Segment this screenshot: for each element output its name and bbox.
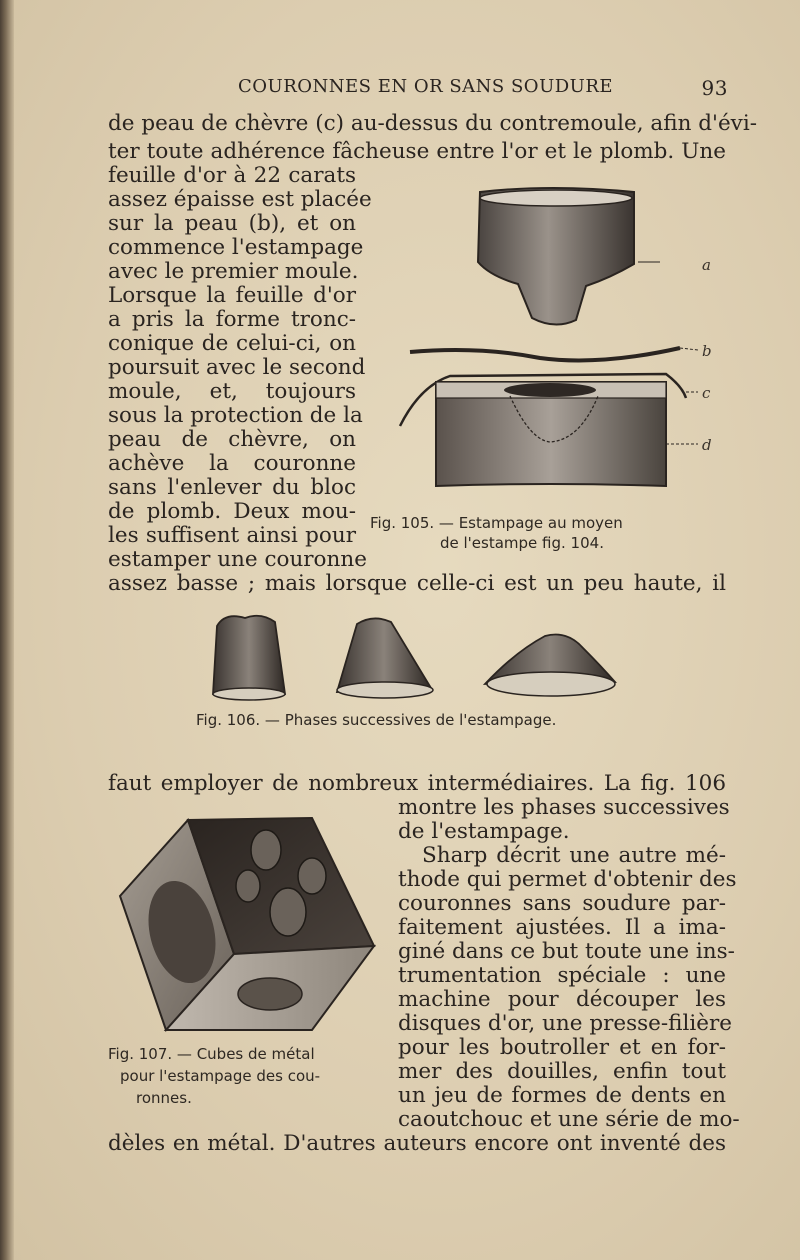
text-line-left-11: sous la protection de la bbox=[108, 403, 363, 428]
text-line-left-6: Lorsque la feuille d'or bbox=[108, 283, 356, 308]
text-line-left-10: moule, et, toujours bbox=[108, 379, 356, 404]
fig107-caption-line-1: Fig. 107. — Cubes de métal bbox=[108, 1045, 315, 1063]
text-line-left-5: avec le premier moule. bbox=[108, 259, 359, 284]
text-line-left-14: sans l'enlever du bloc bbox=[108, 475, 356, 500]
text-line-right-9: machine pour découper les bbox=[398, 987, 726, 1012]
text-line-last: dèles en métal. D'autres auteurs encore ont inventé des bbox=[108, 1131, 726, 1156]
text-line-left-9: poursuit avec le second bbox=[108, 355, 366, 380]
text-line-top-2: ter toute adhérence fâcheuse entre l'or et le plomb. Une bbox=[108, 139, 726, 164]
fig107-caption-line-3: ronnes. bbox=[136, 1089, 192, 1107]
text-line-top-1: de peau de chèvre (c) au-dessus du contremoule, afin d'évi- bbox=[108, 111, 757, 136]
text-line-right-13: un jeu de formes de dents en bbox=[398, 1083, 726, 1108]
fig105-caption-line-2: de l'estampe fig. 104. bbox=[440, 534, 604, 552]
text-line-left-2: assez épaisse est placée bbox=[108, 187, 372, 212]
text-line-mid: assez basse ; mais lorsque celle-ci est un peu haute, il bbox=[108, 571, 726, 596]
running-title: COURONNES EN OR SANS SOUDURE bbox=[238, 76, 614, 97]
page-number: 93 bbox=[701, 76, 728, 100]
fig105-label-c: c bbox=[702, 384, 711, 402]
text-line-right-8: trumentation spéciale : une bbox=[398, 963, 726, 988]
figure-105-illustration bbox=[390, 186, 720, 506]
running-header bbox=[238, 76, 728, 98]
text-line-right-4: thode qui permet d'obtenir des bbox=[398, 867, 737, 892]
book-spine-shadow bbox=[0, 0, 14, 1260]
fig105-label-a: a bbox=[702, 256, 711, 274]
text-line-right-6: faitement ajustées. Il a ima- bbox=[398, 915, 726, 940]
text-line-right-5: couronnes sans soudure par- bbox=[398, 891, 726, 916]
text-line-right-10: disques d'or, une presse-filière bbox=[398, 1011, 732, 1036]
fig105-label-d: d bbox=[702, 436, 712, 454]
text-line-right-7: giné dans ce but toute une ins- bbox=[398, 939, 735, 964]
fig107-caption-line-2: pour l'estampage des cou- bbox=[120, 1067, 321, 1085]
text-line-left-13: achève la couronne bbox=[108, 451, 356, 476]
text-line-right-1: montre les phases successives bbox=[398, 795, 730, 820]
text-line-left-1: feuille d'or à 22 carats bbox=[108, 163, 356, 188]
text-line-right-12: mer des douilles, enfin tout bbox=[398, 1059, 726, 1084]
text-line-right-3: Sharp décrit une autre mé- bbox=[422, 843, 726, 868]
text-line-left-15: de plomb. Deux mou- bbox=[108, 499, 356, 524]
text-line-left-7: a pris la forme tronc- bbox=[108, 307, 356, 332]
figure-107-illustration bbox=[116, 816, 376, 1036]
text-line-right-2: de l'estampage. bbox=[398, 819, 570, 844]
text-line-left-12: peau de chèvre, on bbox=[108, 427, 356, 452]
text-line-right-11: pour les boutroller et en for- bbox=[398, 1035, 726, 1060]
text-line-bottom-first: faut employer de nombreux intermédiaires. La fig. 106 bbox=[108, 771, 726, 796]
fig105-label-b: b bbox=[702, 342, 712, 360]
text-line-right-14: caoutchouc et une série de mo- bbox=[398, 1107, 740, 1132]
fig105-caption-line-1: Fig. 105. — Estampage au moyen bbox=[370, 514, 623, 532]
figure-106-illustration bbox=[205, 612, 625, 702]
fig106-caption: Fig. 106. — Phases successives de l'estampage. bbox=[196, 711, 557, 729]
text-line-left-4: commence l'estampage bbox=[108, 235, 364, 260]
text-line-left-8: conique de celui-ci, on bbox=[108, 331, 356, 356]
text-line-left-17: estamper une couronne bbox=[108, 547, 367, 572]
text-line-left-3: sur la peau (b), et on bbox=[108, 211, 356, 236]
text-line-left-16: les suffisent ainsi pour bbox=[108, 523, 356, 548]
